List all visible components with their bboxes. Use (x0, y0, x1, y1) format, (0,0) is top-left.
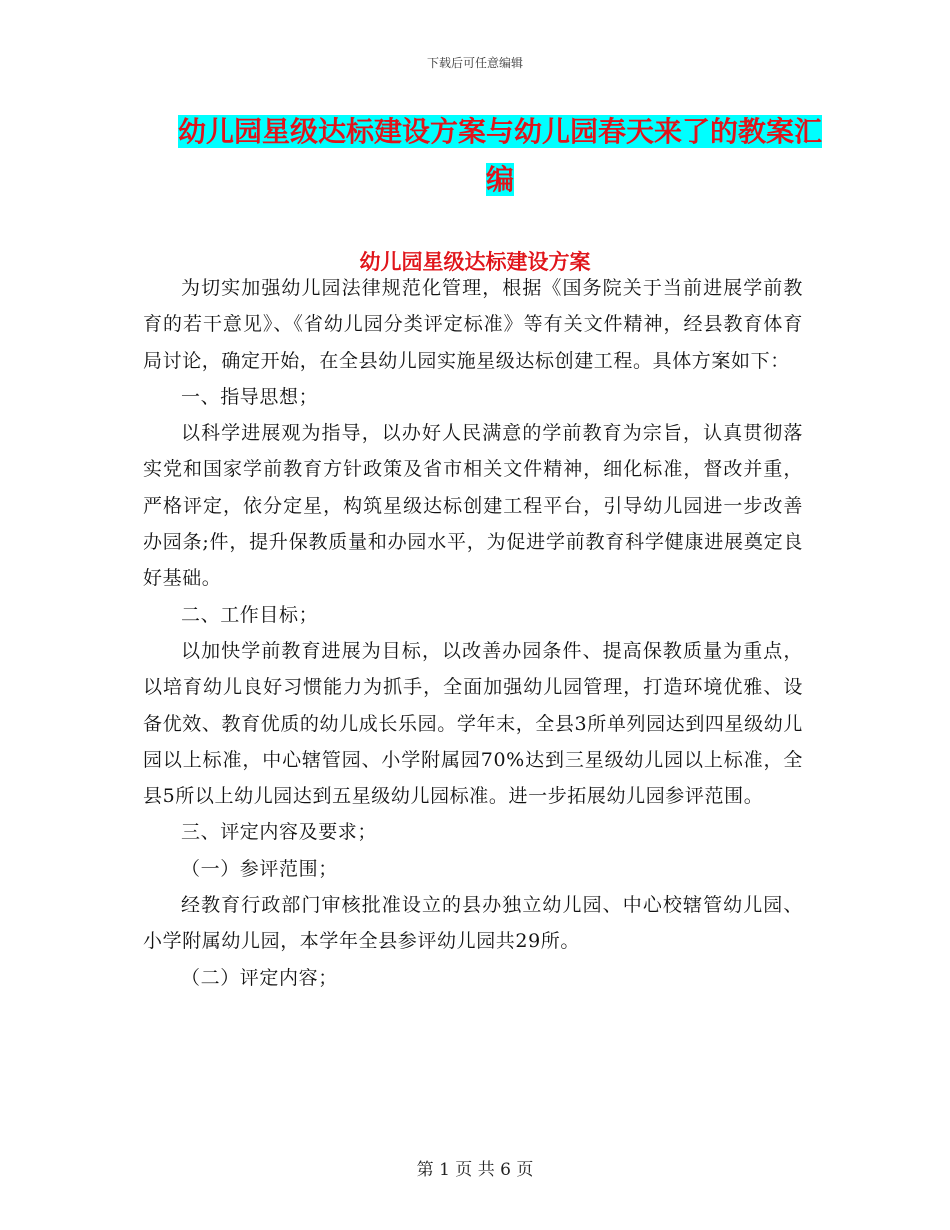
paragraph-guiding-ideology: 以科学进展观为指导，以办好人民满意的学前教育为宗旨，认真贯彻落实党和国家学前教育方针政策及省市相关文件精神，细化标准，督改并重，严格评定，依分定星，构筑星级达标创建工程平台，引导幼儿园进一步改善办园条;件，提升保教质量和办园水平，为促进学前教育科学健康进展奠定良好基础。 (143, 422, 803, 590)
paragraph-scope: 经教育行政部门审核批准设立的县办独立幼儿园、中心校辖管幼儿园、小学附属幼儿园，本学年全县参评幼儿园共29所。 (143, 894, 803, 953)
document-title-line-2: 编 (485, 163, 514, 196)
document-title-line-1: 幼儿园星级达标建设方案与幼儿园春天来了的教案汇 (177, 115, 822, 148)
document-title (150, 108, 850, 204)
paragraph-work-goals: 以加快学前教育进展为目标，以改善办园条件、提高保教质量为重点，以培育幼儿良好习惯能力为抓手，全面加强幼儿园管理，打造环境优雅、设备优效、教育优质的幼儿成长乐园。学年末，全县3所单列园达到四星级幼儿园以上标准，中心辖管园、小学附属园70%达到三星级幼儿园以上标准，全县5所以上幼儿园达到五星级幼儿园标准。进一步拓展幼儿园参评范围。 (143, 639, 803, 808)
subheading-scope: （一）参评范围； (181, 857, 338, 880)
paragraph-intro: 为切实加强幼儿园法律规范化管理，根据《国务院关于当前进展学前教育的若干意见》、《省幼儿园分类评定标准》等有关文件精神，经县教育体育局讨论，确定开始，在全县幼儿园实施星级达标创建工程。具体方案如下： (143, 277, 803, 372)
header-note: 下载后可任意编辑 (426, 56, 523, 70)
heading-work-goals: 二、工作目标； (181, 603, 319, 626)
heading-evaluation-content: 三、评定内容及要求； (181, 821, 378, 844)
document-body (143, 270, 803, 996)
heading-guiding-ideology: 一、指导思想； (181, 385, 319, 408)
section-title: 幼儿园星级达标建设方案 (359, 250, 591, 274)
page-footer: 第 1 页 共 6 页 (416, 1160, 534, 1180)
subheading-content: （二）评定内容； (181, 966, 338, 989)
